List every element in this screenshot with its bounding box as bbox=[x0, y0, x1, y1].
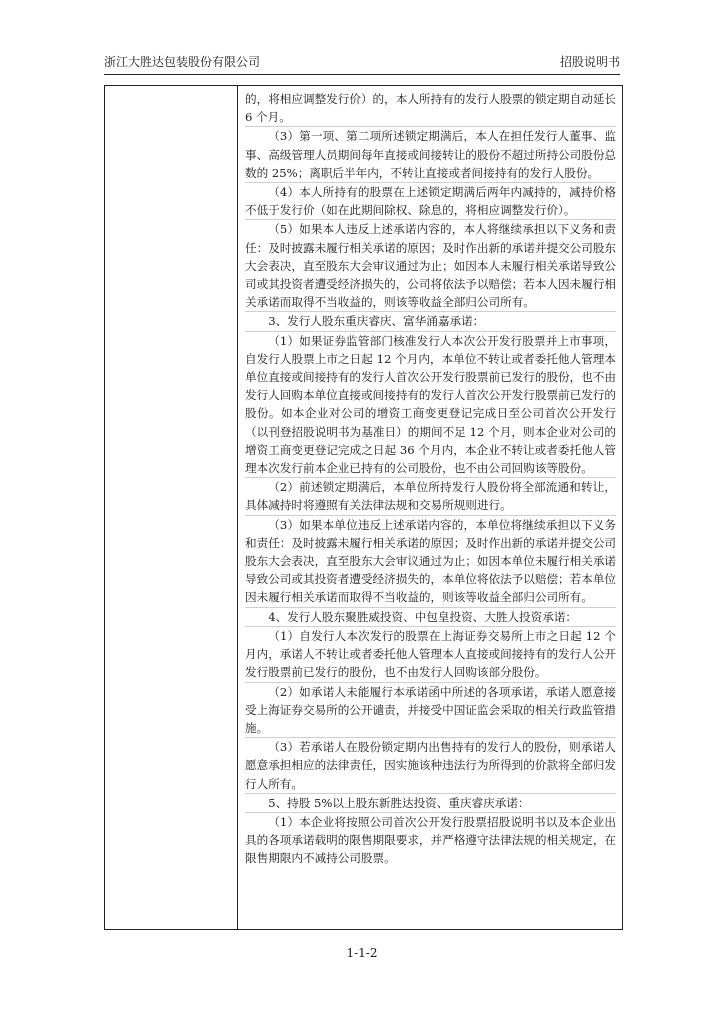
document-title: 招股说明书 bbox=[559, 55, 620, 69]
table-content-column bbox=[238, 86, 622, 929]
paragraph: （3）如果本单位违反上述承诺内容的，本单位将继续承担以下义务和责任：及时披露未履行相关承诺的原因；及时作出新的承诺并提交公司股东大会表决，直至股东大会审议通过为止；如因本单位未履行相关承诺导致公司或其投资者遭受经济损失的，本单位将依法予以赔偿；若本单位因未履行相关承诺而取得不当收益的，则该等收益全部归公司所有。 bbox=[245, 515, 616, 607]
page-header bbox=[104, 50, 620, 75]
paragraph: （1）本企业将按照公司首次公开发行股票招股说明书以及本企业出具的各项承诺载明的限售期限要求，并严格遵守法律法规的相关规定，在限售期限内不减持公司股票。 bbox=[245, 814, 617, 866]
paragraph: （2）如承诺人未能履行本承诺函中所述的各项承诺，承诺人愿意接受上海证券交易所的公开谴责，并接受中国证监会采取的相关行政监管措施。 bbox=[245, 682, 616, 738]
paragraph: （3）第一项、第二项所述锁定期满后，本人在担任发行人董事、监事、高级管理人员期间每年直接或间接转让的股份不超过所持公司股份总数的 25%；离职后半年内，不转让直接或者间接持有的发行人股份。 bbox=[245, 126, 616, 182]
paragraph: （3）若承诺人在股份锁定期内出售持有的发行人的股份，则承诺人愿意承担相应的法律责任，因实施该种违法行为所得到的价款将全部归发行人所有。 bbox=[245, 737, 616, 793]
commitment-table bbox=[104, 85, 623, 930]
company-name: 浙江大胜达包装股份有限公司 bbox=[104, 55, 261, 69]
paragraph: 的，将相应调整发行价）的，本人所持有的发行人股票的锁定期自动延长 6 个月。 bbox=[245, 92, 617, 125]
paragraph: （2）前述锁定期满后，本单位所持发行人股份将全部流通和转让，具体减持时将遵照有关法律法规和交易所规则进行。 bbox=[245, 477, 616, 514]
section-heading: 3、发行人股东重庆睿庆、富华涌嘉承诺： bbox=[245, 311, 616, 331]
paragraph: （5）如果本人违反上述承诺内容的，本人将继续承担以下义务和责任：及时披露未履行相关承诺的原因；及时作出新的承诺并提交公司股东大会表决，直至股东大会审议通过为止；如因本人未履行相关承诺导致公司或其投资者遭受经济损失的，公司将依法予以赔偿；若本人因未履行相关承诺而取得不当收益的，则该等收益全部归公司所有。 bbox=[245, 219, 616, 311]
page-number: 1-1-2 bbox=[346, 946, 378, 960]
paragraph: （1）自发行人本次发行的股票在上海证券交易所上市之日起 12 个月内，承诺人不转让或者委托他人管理本人直接或间接持有的发行人公开发行股票前已发行的股份，也不由发行人回购该部分股份。 bbox=[245, 628, 617, 680]
table-left-column bbox=[105, 86, 238, 929]
section-heading: 4、发行人股东聚胜威投资、中包皇投资、大胜人投资承诺： bbox=[245, 607, 616, 627]
paragraph: （4）本人所持有的股票在上述锁定期满后两年内减持的，减持价格不低于发行价（如在此期间除权、除息的，将相应调整发行价）。 bbox=[245, 182, 616, 219]
paragraph: （1）如果证券监管部门核准发行人本次公开发行股票并上市事项，自发行人股票上市之日起 12 个月内，本单位不转让或者委托他人管理本单位直接或间接持有的发行人首次公开发行股票前已发行的股份，也不由发行人回购本单位直接或间接持有的发行人首次公开发行股票前已发行的股份。如本企业对公司的增资工商变更登记完成日至公司首次公开发行（以刊登招股说明书为基准日）的期间不足 12 个月，则本企业对公司的增资工商变更登记完成之日起 36 个月内，本企业不转让或者委托他人管理本次发行前本企业已持有的公司股份，也不由公司回购该等股份。 bbox=[245, 333, 617, 476]
section-heading: 5、持股 5%以上股东新胜达投资、重庆睿庆承诺： bbox=[245, 793, 616, 813]
